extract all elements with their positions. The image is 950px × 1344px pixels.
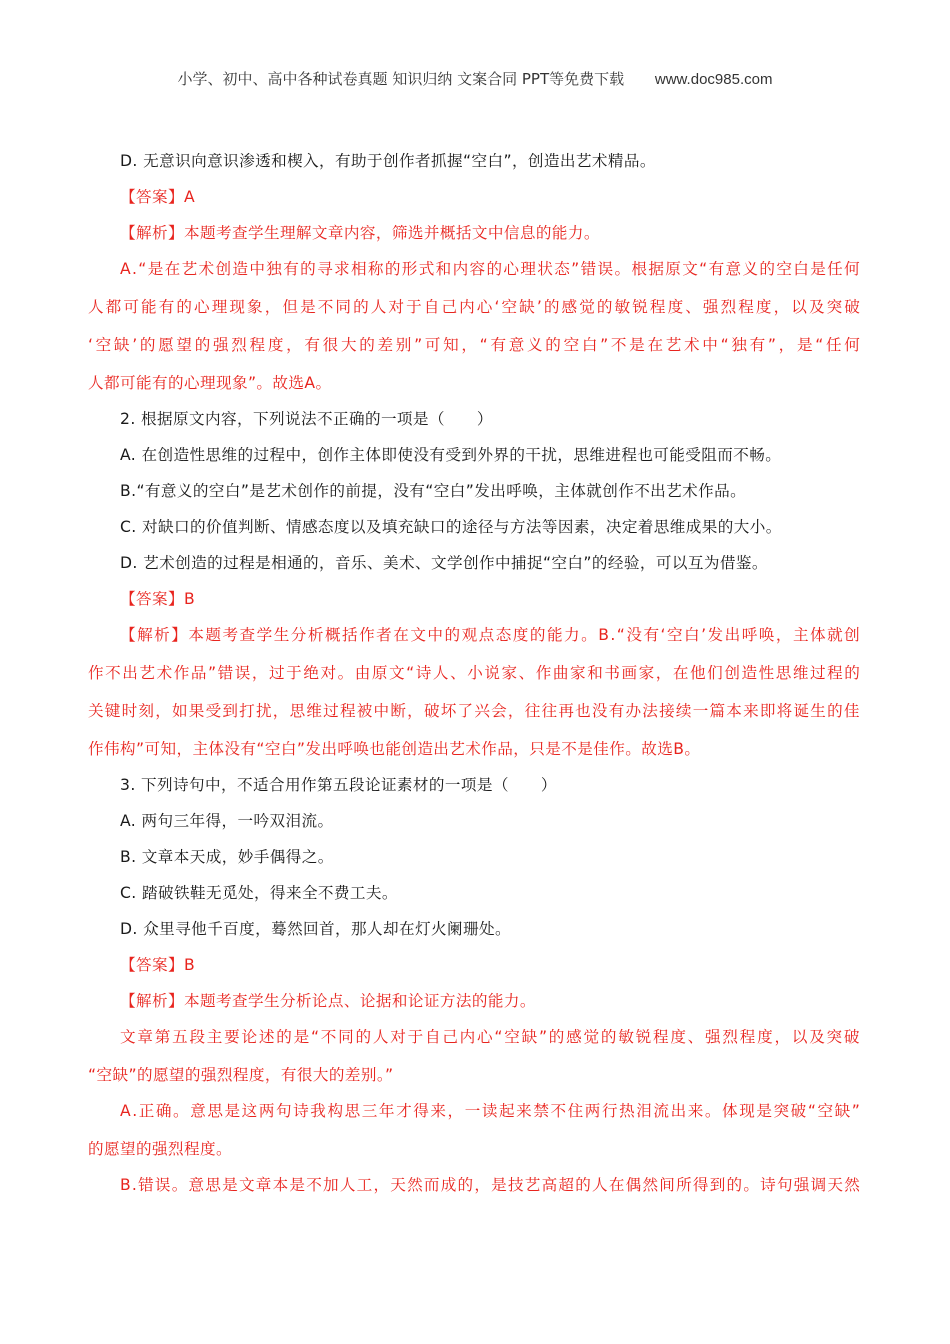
text-line: ‘ 空 缺 ’ 的 愿 望 的 强 烈 程 度 ， 有 很 大 的 差 别 ” 可 知 ， “ 有 意 义 的 空 白 ” 不 是 在 艺 术 中 “ 独 有 ” ， 是 “ 任 何 bbox=[88, 336, 860, 354]
text-line: “空缺”的愿望的强烈程度，有很大的差别。” bbox=[88, 1066, 394, 1084]
text-line: 关 键 时 刻 ， 如 果 受 到 打 扰 ， 思 维 过 程 被 中 断 ， 破 坏 了 兴 会 ， 往 往 再 也 没 有 办 法 接 续 一 篇 本 来 即 将 诞 生 的 佳 bbox=[88, 702, 860, 720]
text-line: 的愿望的强烈程度。 bbox=[88, 1140, 232, 1158]
header-site-url: www.doc985.com bbox=[654, 71, 773, 88]
text-line: A . 正 确 。 意 思 是 这 两 句 诗 我 构 思 三 年 才 得 来 ， 一 读 起 来 禁 不 住 两 行 热 泪 流 出 来 。 体 现 是 突 破 “ 空 缺 ” bbox=[120, 1102, 860, 1120]
text-line: 2. 根据原文内容，下列说法不正确的一项是（ ） bbox=[120, 410, 493, 428]
text-line: D. 众里寻他千百度，蓦然回首，那人却在灯火阑珊处。 bbox=[120, 920, 511, 938]
text-line: C. 对缺口的价值判断、情感态度以及填充缺口的途径与方法等因素，决定着思维成果的大小。 bbox=[120, 518, 782, 536]
text-line: 3. 下列诗句中，不适合用作第五段论证素材的一项是（ ） bbox=[120, 776, 557, 794]
text-line: B. 文章本天成，妙手偶得之。 bbox=[120, 848, 334, 866]
text-line: A . “ 是 在 艺 术 创 造 中 独 有 的 寻 求 相 称 的 形 式 和 内 容 的 心 理 状 态 ” 错 误 。 根 据 原 文 “ 有 意 义 的 空 白 是 任 何 bbox=[120, 260, 860, 278]
text-line: 【解析】本题考查学生分析论点、论据和论证方法的能力。 bbox=[120, 992, 536, 1010]
text-line: 人 都 可 能 有 的 心 理 现 象 ， 但 是 不 同 的 人 对 于 自 己 内 心 ‘ 空 缺 ’ 的 感 觉 的 敏 锐 程 度 、 强 烈 程 度 ， 以 及 突 破 bbox=[88, 298, 860, 316]
text-line: A. 两句三年得，一吟双泪流。 bbox=[120, 812, 334, 830]
text-line: B.“有意义的空白”是艺术创作的前提，没有“空白”发出呼唤，主体就创作不出艺术作品。 bbox=[120, 482, 747, 500]
text-line: 作 不 出 艺 术 作 品 ” 错 误 ， 过 于 绝 对 。 由 原 文 “ 诗 人 、 小 说 家 、 作 曲 家 和 书 画 家 ， 在 他 们 创 造 性 思 维 过 程 的 bbox=[88, 664, 860, 682]
text-line: D. 艺术创造的过程是相通的，音乐、美术、文学创作中捕捉“空白”的经验，可以互为借鉴。 bbox=[120, 554, 768, 572]
text-line: 人都可能有的心理现象”。故选A。 bbox=[88, 374, 332, 392]
page-header bbox=[0, 68, 950, 89]
text-line: B . 错 误 。 意 思 是 文 章 本 是 不 加 人 工 ， 天 然 而 成 的 ， 是 技 艺 高 超 的 人 在 偶 然 间 所 得 到 的 。 诗 句 强 调 天 然 bbox=[120, 1176, 860, 1194]
document-body bbox=[88, 152, 860, 1194]
text-line: 【答案】B bbox=[120, 956, 196, 974]
text-line: 文 章 第 五 段 主 要 论 述 的 是 “ 不 同 的 人 对 于 自 己 内 心 “ 空 缺 ” 的 感 觉 的 敏 锐 程 度 、 强 烈 程 度 ， 以 及 突 破 bbox=[120, 1028, 860, 1046]
text-line: 【答案】A bbox=[120, 188, 196, 206]
header-text: 小学、初中、高中各种试卷真题 知识归纳 文案合同 PPT等免费下载 bbox=[177, 70, 625, 88]
text-line: 【解析】本题考查学生理解文章内容，筛选并概括文中信息的能力。 bbox=[120, 224, 600, 242]
text-line: A. 在创造性思维的过程中，创作主体即使没有受到外界的干扰，思维进程也可能受阻而不畅。 bbox=[120, 446, 782, 464]
text-line: 【 解 析 】 本 题 考 查 学 生 分 析 概 括 作 者 在 文 中 的 观 点 态 度 的 能 力 。 B . “ 没 有 ‘ 空 白 ’ 发 出 呼 唤 ， 主 体 就 创 bbox=[120, 626, 860, 644]
text-line: 作伟构”可知，主体没有“空白”发出呼唤也能创造出艺术作品，只是不是佳作。故选B。 bbox=[88, 740, 701, 758]
text-line: C. 踏破铁鞋无觅处，得来全不费工夫。 bbox=[120, 884, 398, 902]
text-line: D. 无意识向意识渗透和楔入，有助于创作者抓握“空白”，创造出艺术精品。 bbox=[120, 152, 656, 170]
text-line: 【答案】B bbox=[120, 590, 196, 608]
